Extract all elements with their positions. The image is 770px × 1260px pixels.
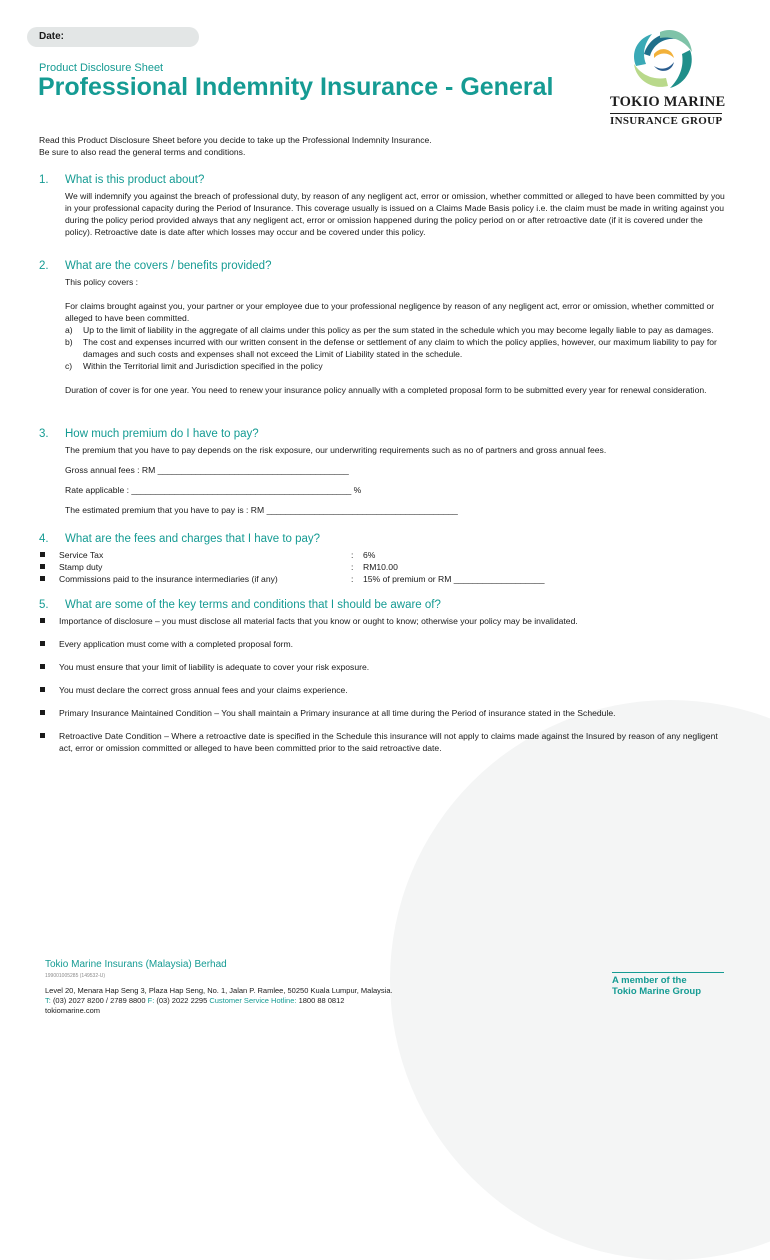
intro-line-2: Be sure to also read the general terms and conditions. [39,147,246,157]
section-number: 5. [39,599,49,611]
gross-annual-fees-field[interactable]: Gross annual fees : RM ________________________________________ [65,465,349,475]
key-terms-list [39,615,729,754]
list-item: Importance of disclosure – you must disclose all material facts that you know or ought to know; otherwise your policy may be invalidated. [39,615,729,627]
pre-title: Product Disclosure Sheet [39,62,164,74]
tokio-marine-swirl-icon [624,24,702,92]
section-number: 3. [39,428,49,440]
bullet-icon [40,576,45,581]
covers-list [65,324,729,372]
fee-row: Service Tax : 6% [39,549,729,561]
logo-group: INSURANCE GROUP [610,115,723,127]
member-badge [612,972,724,997]
bullet-icon [40,710,45,715]
section-title: What are the fees and charges that I have to pay? [65,533,321,545]
footer-registration: 199001005285 (149532-U) [45,973,106,979]
fee-row[interactable]: Commissions paid to the insurance intermediaries (if any) : 15% of premium or RM ___________________ [39,573,729,585]
member-line-2: Tokio Marine Group [612,986,702,997]
section-number: 1. [39,174,49,186]
bullet-icon [40,641,45,646]
section-1-body: We will indemnify you against the breach of professional duty, by reason of any negligent act, error or omission, whether committed or alleged to have been committed by you in your professional capacity during the Period of Insurance. This coverage usually is issued on a Claims Made Basis policy i.e. the claim must be made in writing against you during the policy period provided always that any negligent act, error or omission happened during the policy period on or after retroactive date (if it is covered under the policy). Retroactive date is date after which losses may occur and be covered under this policy. [65,191,725,237]
section-3 [39,428,729,516]
estimated-premium-field[interactable]: The estimated premium that you have to pay is : RM ________________________________________ [65,505,458,515]
bullet-icon [40,664,45,669]
section-number: 2. [39,260,49,272]
section-title: What is this product about? [65,174,205,186]
date-label: Date: [39,31,65,42]
premium-text: The premium that you have to pay depends on the risk exposure, our underwriting requirements such as no of partners and gross annual fees. [65,445,607,455]
bullet-icon [40,618,45,623]
list-item: You must declare the correct gross annual fees and your claims experience. [39,684,729,696]
claims-text: For claims brought against you, your partner or your employee due to your professional negligence by reason of any negligent act, error or omission, whether committed or alleged to have been committed. [65,301,715,323]
section-4 [39,533,729,585]
tokio-marine-logo [610,24,730,129]
section-title: What are some of the key terms and conditions that I should be aware of? [65,599,441,611]
section-1 [39,174,729,238]
section-2 [39,260,729,396]
rate-applicable-field[interactable]: Rate applicable : ______________________________________________ % [65,485,362,495]
page-title: Professional Indemnity Insurance - General [38,73,554,101]
fees-list [39,549,729,585]
list-item: b) The cost and expenses incurred with our written consent in the defense or settlement of any claim to which the policy applies, however, our maximum liability to pay for damages and such costs and expenses shall not exceed the Limit of Liability stated in the schedule. [65,337,717,359]
section-5 [39,599,729,765]
duration-text: Duration of cover is for one year. You need to renew your insurance policy annually with a completed proposal form to be submitted every year for renewal consideration. [65,385,707,395]
bullet-icon [40,552,45,557]
bullet-icon [40,687,45,692]
intro [39,134,432,158]
footer-website[interactable]: tokiomarine.com [45,1006,101,1015]
footer [45,960,393,1016]
intro-line-1: Read this Product Disclosure Sheet before you decide to take up the Professional Indemnity Insurance. [39,135,432,145]
bullet-icon [40,733,45,738]
list-item: You must ensure that your limit of liability is adequate to cover your risk exposure. [39,661,729,673]
logo-name: TOKIO MARINE [610,94,726,110]
date-field[interactable] [27,27,199,47]
fee-row: Stamp duty : RM10.00 [39,561,729,573]
bullet-icon [40,564,45,569]
covers-intro: This policy covers : [65,277,139,287]
list-item: Primary Insurance Maintained Condition – You shall maintain a Primary insurance at all time during the Period of insurance stated in the Schedule. [39,707,729,719]
section-number: 4. [39,533,49,545]
list-item: Every application must come with a completed proposal form. [39,638,729,650]
footer-contact: T: (03) 2027 8200 / 2789 8800 F: (03) 2022 2295 Customer Service Hotline: 1800 88 0812 [45,996,345,1005]
section-title: What are the covers / benefits provided? [65,260,272,272]
list-item: c) Within the Territorial limit and Jurisdiction specified in the policy [65,361,323,371]
section-title: How much premium do I have to pay? [65,428,259,440]
member-line-1: A member of the [612,975,687,986]
footer-company: Tokio Marine Insurans (Malaysia) Berhad [45,959,227,970]
footer-address: Level 20, Menara Hap Seng 3, Plaza Hap Seng, No. 1, Jalan P. Ramlee, 50250 Kuala Lumpur, Malaysia. [45,986,393,995]
list-item: Retroactive Date Condition – Where a retroactive date is specified in the Schedule this insurance will not apply to claims made against the Insured by reason of any negligent act, error or omission committed or alleged to have been committed prior to the said retroactive date. [39,730,729,754]
list-item: a) Up to the limit of liability in the aggregate of all claims under this policy as per the sum stated in the schedule which you may become legally liable to pay as damages. [65,325,714,335]
